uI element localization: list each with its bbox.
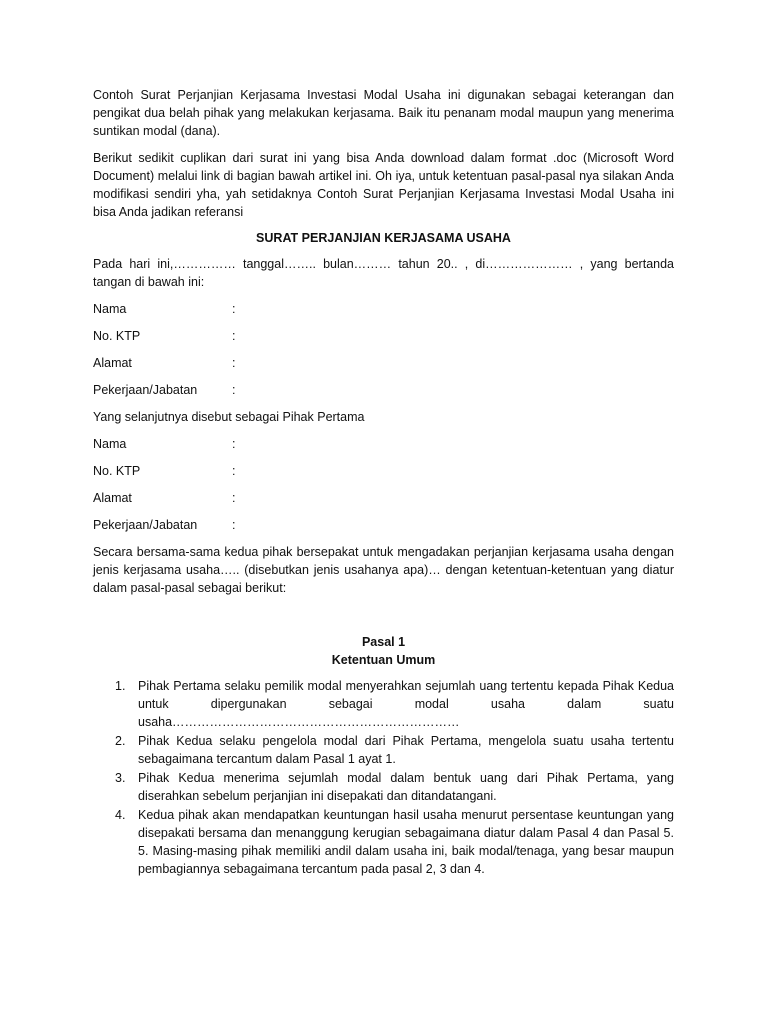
field-row-no-ktp (93, 462, 674, 480)
field-colon: : (232, 356, 236, 370)
pasal-subheading: Ketentuan Umum (331, 653, 436, 667)
field-row-alamat (93, 354, 674, 372)
list-item (93, 677, 674, 731)
field-label: No. KTP (93, 329, 141, 343)
list-item (93, 732, 674, 768)
clause-text: Kedua pihak akan mendapatkan keuntungan hasil usaha menurut persentase keuntungan yang disepakati bersama dan menanggung kerugian sebagaimana diatur dalam Pasal 4 dan Pasal 5. 5. Masing-masing pihak memiliki andil dalam usaha ini, baik modal/tenaga, yang besar maupun pembagiannya sebagaimana tercantum pada pasal 2, 3 dan 4. (138, 808, 674, 876)
field-label: Pekerjaan/Jabatan (93, 383, 198, 397)
field-row-alamat (93, 489, 674, 507)
clause-text: Pihak Kedua menerima sejumlah modal dalam bentuk uang dari Pihak Pertama, yang diserahkan sebelum perjanjian ini disepakati dan ditandatangani. (138, 771, 674, 803)
field-row-pekerjaan (93, 516, 674, 534)
clause-number: 3. (115, 771, 126, 785)
field-label: No. KTP (93, 464, 141, 478)
field-row-nama (93, 435, 674, 453)
clause-list (93, 677, 674, 878)
field-colon: : (232, 518, 236, 532)
clause-number: 1. (115, 679, 126, 693)
field-label: Nama (93, 437, 127, 451)
letter-title: SURAT PERJANJIAN KERJASAMA USAHA (256, 231, 511, 245)
field-colon: : (232, 437, 236, 451)
list-item (93, 769, 674, 805)
opening-statement: Pada hari ini,…………… tanggal…….. bulan……… tahun 20.. , di………………… , yang bertanda tangan di bawah ini: (93, 257, 674, 289)
field-row-pekerjaan (93, 381, 674, 399)
field-label: Nama (93, 302, 127, 316)
pasal-heading: Pasal 1 (361, 635, 406, 649)
field-colon: : (232, 383, 236, 397)
field-colon: : (232, 464, 236, 478)
field-colon: : (232, 491, 236, 505)
field-colon: : (232, 302, 236, 316)
field-row-no-ktp (93, 327, 674, 345)
intro-paragraph-1: Contoh Surat Perjanjian Kerjasama Investasi Modal Usaha ini digunakan sebagai keterangan dan pengikat dua belah pihak yang melakukan kerjasama. Baik itu penanam modal maupun yang menerima suntikan modal (dana). (93, 88, 674, 138)
party-2-fields (93, 435, 674, 534)
field-label: Alamat (93, 356, 132, 370)
clause-text: Pihak Kedua selaku pengelola modal dari Pihak Pertama, mengelola suatu usaha tertentu sebagaimana tercantum dalam Pasal 1 ayat 1. (138, 734, 674, 766)
list-item (93, 806, 674, 878)
field-label: Alamat (93, 491, 132, 505)
clause-number: 4. (115, 808, 126, 822)
agreement-paragraph: Secara bersama-sama kedua pihak bersepakat untuk mengadakan perjanjian kerjasama usaha dengan jenis kerjasama usaha….. (disebutkan jenis usahanya apa)… dengan ketentuan-ketentuan yang diatur dalam pasal-pasal sebagai berikut: (93, 545, 674, 595)
field-label: Pekerjaan/Jabatan (93, 518, 198, 532)
clause-text: Pihak Pertama selaku pemilik modal menyerahkan sejumlah uang tertentu kepada Pihak Kedua untuk dipergunakan sebagai modal usaha dalam suatu usaha…………………………………………………………… (138, 679, 674, 729)
party-1-note: Yang selanjutnya disebut sebagai Pihak Pertama (93, 410, 365, 424)
field-colon: : (232, 329, 236, 343)
party-1-fields (93, 300, 674, 399)
clause-number: 2. (115, 734, 126, 748)
intro-paragraph-2: Berikut sedikit cuplikan dari surat ini yang bisa Anda download dalam format .doc (Microsoft Word Document) melalui link di bagian bawah artikel ini. Oh iya, untuk ketentuan pasal-pasal nya silakan Anda modifikasi sendiri yha, yah setidaknya Contoh Surat Perjanjian Kerjasama Investasi Modal Usaha ini bisa Anda jadikan referansi (93, 151, 674, 219)
field-row-nama (93, 300, 674, 318)
